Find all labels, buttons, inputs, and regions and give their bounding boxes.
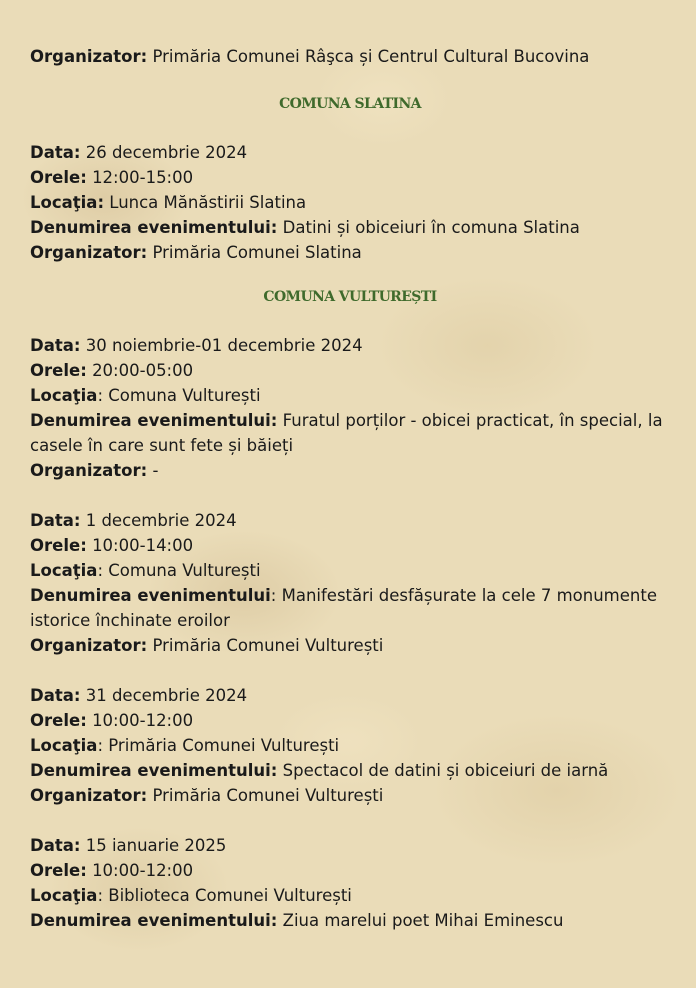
- location-value: : Primăria Comunei Vulturești: [97, 736, 340, 755]
- event-location-line: [30, 733, 670, 758]
- event-name-value: Datini și obiceiuri în comuna Slatina: [282, 218, 580, 237]
- event-organizer-line: [30, 633, 670, 658]
- event-name-value: Furatul porților - obicei practicat, în special, la casele în care sunt fete și băieți: [30, 411, 663, 455]
- event-name-line: [30, 908, 670, 933]
- event-date-line: [30, 833, 670, 858]
- event-name-value: Ziua marelui poet Mihai Eminescu: [282, 911, 564, 930]
- event-location-line: [30, 883, 670, 908]
- hours-value: 20:00-05:00: [92, 361, 194, 380]
- event-name-label: Denumirea evenimentului:: [30, 218, 278, 237]
- organizer-label: Organizator:: [30, 636, 148, 655]
- location-label: Locaţia: [30, 386, 98, 405]
- event-organizer-line: [30, 783, 670, 808]
- organizer-value: Primăria Comunei Râşca și Centrul Cultural Bucovina: [152, 47, 590, 66]
- organizer-value: Primăria Comunei Slatina: [152, 243, 362, 262]
- date-value: 1 decembrie 2024: [85, 511, 237, 530]
- event-hours-line: [30, 858, 670, 883]
- event-block-vulturesti-1: [30, 333, 670, 483]
- location-label: Locaţia: [30, 561, 98, 580]
- event-organizer-line: [30, 458, 670, 483]
- event-name-line: [30, 408, 670, 458]
- organizer-value: -: [152, 461, 159, 480]
- event-date-line: [30, 683, 670, 708]
- event-name-value: Spectacol de datini și obiceiuri de iarnă: [282, 761, 609, 780]
- organizer-label: Organizator:: [30, 243, 148, 262]
- event-block-vulturesti-3: [30, 683, 670, 808]
- date-value: 26 decembrie 2024: [85, 143, 248, 162]
- hours-label: Orele:: [30, 361, 87, 380]
- event-location-line: [30, 190, 670, 215]
- event-location-line: [30, 558, 670, 583]
- hours-value: 12:00-15:00: [92, 168, 194, 187]
- document-page: [30, 44, 670, 933]
- location-value: : Comuna Vulturești: [97, 561, 261, 580]
- event-block-vulturesti-4: [30, 833, 670, 933]
- section-heading-vulturesti: COMUNA VULTUREȘTI: [263, 289, 437, 305]
- event-name-line: [30, 583, 670, 633]
- hours-label: Orele:: [30, 711, 87, 730]
- location-label: Locaţia: [30, 886, 98, 905]
- organizer-value: Primăria Comunei Vulturești: [152, 636, 384, 655]
- date-value: 31 decembrie 2024: [85, 686, 248, 705]
- event-block-slatina: [30, 140, 670, 265]
- event-hours-line: [30, 533, 670, 558]
- hours-label: Orele:: [30, 536, 87, 555]
- event-location-line: [30, 383, 670, 408]
- event-hours-line: [30, 165, 670, 190]
- date-label: Data:: [30, 143, 81, 162]
- event-name-label: Denumirea evenimentului:: [30, 411, 278, 430]
- organizer-label: Organizator:: [30, 461, 148, 480]
- date-label: Data:: [30, 336, 81, 355]
- organizer-label: Organizator:: [30, 47, 148, 66]
- event-name-label: Denumirea evenimentului:: [30, 911, 278, 930]
- organizer-value: Primăria Comunei Vulturești: [152, 786, 384, 805]
- location-value: : Comuna Vulturești: [97, 386, 261, 405]
- event-hours-line: [30, 358, 670, 383]
- event-organizer-line: [30, 240, 670, 265]
- date-value: 15 ianuarie 2025: [85, 836, 227, 855]
- event-date-line: [30, 508, 670, 533]
- date-value: 30 noiembrie-01 decembrie 2024: [85, 336, 363, 355]
- event-date-line: [30, 140, 670, 165]
- event-hours-line: [30, 708, 670, 733]
- hours-value: 10:00-12:00: [92, 711, 194, 730]
- top-organizer-line: [30, 44, 670, 69]
- location-value: Lunca Mănăstirii Slatina: [109, 193, 307, 212]
- event-name-label: Denumirea evenimentului:: [30, 761, 278, 780]
- organizer-label: Organizator:: [30, 786, 148, 805]
- hours-label: Orele:: [30, 861, 87, 880]
- event-name-line: [30, 215, 670, 240]
- hours-value: 10:00-14:00: [92, 536, 194, 555]
- date-label: Data:: [30, 836, 81, 855]
- event-date-line: [30, 333, 670, 358]
- date-label: Data:: [30, 511, 81, 530]
- location-label: Locaţia:: [30, 193, 105, 212]
- date-label: Data:: [30, 686, 81, 705]
- section-heading-slatina: COMUNA SLATINA: [279, 96, 421, 112]
- event-name-value: : Manifestări desfășurate la cele 7 monumente istorice închinate eroilor: [30, 586, 657, 630]
- hours-value: 10:00-12:00: [92, 861, 194, 880]
- hours-label: Orele:: [30, 168, 87, 187]
- event-name-line: [30, 758, 670, 783]
- event-block-vulturesti-2: [30, 508, 670, 658]
- event-name-label: Denumirea evenimentului: [30, 586, 271, 605]
- location-value: : Biblioteca Comunei Vulturești: [97, 886, 352, 905]
- location-label: Locaţia: [30, 736, 98, 755]
